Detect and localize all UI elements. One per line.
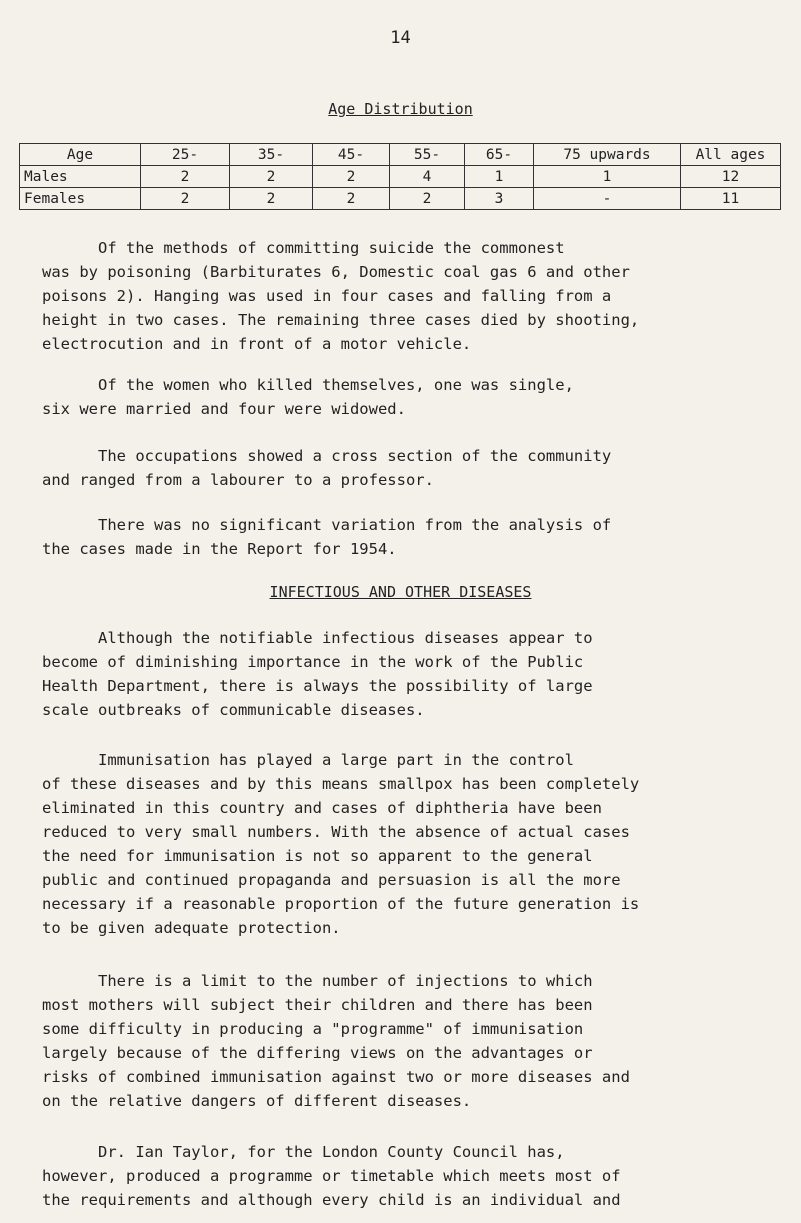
table-cell: 2: [141, 166, 230, 188]
row-label: Females: [20, 188, 141, 210]
page-number: 14: [390, 28, 411, 48]
table-row: [20, 188, 781, 210]
paragraph-occupations: The occupations showed a cross section of the community and ranged from a labourer to a professor.: [42, 447, 612, 489]
header-age: Age: [20, 144, 141, 166]
table-row: [20, 166, 781, 188]
table-header-row: [20, 144, 781, 166]
paragraph-variation: There was no significant variation from the analysis of the cases made in the Report for 1954.: [42, 516, 612, 558]
age-distribution-table: [19, 143, 781, 210]
header-65: 65-: [465, 144, 534, 166]
table-cell: 1: [534, 166, 681, 188]
table-title: Age Distribution: [328, 100, 473, 118]
table-cell: 3: [465, 188, 534, 210]
table-cell: 2: [313, 188, 390, 210]
header-all-ages: All ages: [681, 144, 781, 166]
paragraph-women: Of the women who killed themselves, one was single, six were married and four were widowed.: [42, 376, 574, 418]
paragraph-infectious: Although the notifiable infectious diseases appear to become of diminishing importance in the work of the Public Health Department, there is always the possibility of large scale outbreaks of communicable diseases.: [42, 629, 593, 719]
paragraph-immunisation: Immunisation has played a large part in the control of these diseases and by this means smallpox has been completely eliminated in this country and cases of diphtheria have been reduced to very small numbers. With the absence of actual cases the need for immunisation is not so apparent to the general public and continued propaganda and persuasion is all the more necessary if a reasonable proportion of the future generation is to be given adequate protection.: [42, 751, 640, 937]
table-cell: -: [534, 188, 681, 210]
header-45: 45-: [313, 144, 390, 166]
table-cell: 1: [465, 166, 534, 188]
header-35: 35-: [230, 144, 313, 166]
paragraph-methods: Of the methods of committing suicide the commonest was by poisoning (Barbiturates 6, Domestic coal gas 6 and other poisons 2). Hanging was used in four cases and falling from a height in two cases. The remaining three cases died by shooting, electrocution and in front of a motor vehicle.: [42, 239, 640, 353]
table-cell: 2: [230, 166, 313, 188]
paragraph-injection-limit: There is a limit to the number of injections to which most mothers will subject their children and there has been some difficulty in producing a "programme" of immunisation largely because of the differing views on the advantages or risks of combined immunisation against two or more diseases and on the relative dangers of different diseases.: [42, 972, 630, 1110]
header-75-upwards: 75 upwards: [534, 144, 681, 166]
header-55: 55-: [390, 144, 465, 166]
table-cell: 2: [313, 166, 390, 188]
section-heading: INFECTIOUS AND OTHER DISEASES: [269, 583, 532, 601]
table-cell: 2: [141, 188, 230, 210]
row-label: Males: [20, 166, 141, 188]
table-cell: 11: [681, 188, 781, 210]
header-25: 25-: [141, 144, 230, 166]
table-cell: 2: [390, 188, 465, 210]
table-cell: 12: [681, 166, 781, 188]
paragraph-dr-taylor: Dr. Ian Taylor, for the London County Council has, however, produced a programme or timetable which meets most of the requirements and although every child is an individual and: [42, 1143, 621, 1209]
table-cell: 4: [390, 166, 465, 188]
table-cell: 2: [230, 188, 313, 210]
